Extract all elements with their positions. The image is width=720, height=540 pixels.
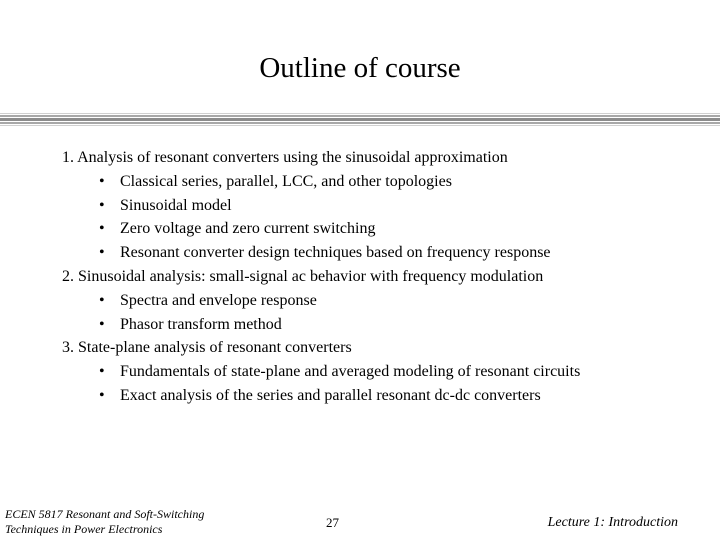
outline-bullet: • Sinusoidal model (62, 194, 702, 218)
bullet-icon: • (99, 244, 105, 262)
outline-bullet: • Resonant converter design techniques based on frequency response (62, 241, 702, 265)
footer-page-number: 27 (326, 515, 339, 530)
outline-section-1: 1. Analysis of resonant converters using the sinusoidal approximation (62, 149, 508, 166)
bullet-icon: • (99, 172, 105, 190)
footer-course-name: ECEN 5817 Resonant and Soft-Switching Techniques in Power Electronics (5, 507, 205, 536)
slide-title: Outline of course (259, 52, 461, 84)
bullet-icon: • (99, 386, 105, 404)
outline-bullet: • Phasor transform method (62, 313, 702, 337)
bullet-icon: • (99, 196, 105, 214)
bullet-icon: • (99, 220, 105, 238)
outline-section-3: 3. State-plane analysis of resonant converters (62, 339, 352, 357)
title-rule-divider (0, 113, 720, 127)
bullet-icon: • (99, 315, 105, 333)
outline-bullet: • Fundamentals of state-plane and averaged modeling of resonant circuits (62, 360, 702, 384)
outline-bullet: • Zero voltage and zero current switching (62, 217, 702, 241)
outline-bullet: • Spectra and envelope response (62, 289, 702, 313)
outline-bullet: • Classical series, parallel, LCC, and other topologies (62, 170, 702, 194)
bullet-icon: • (99, 291, 105, 309)
bullet-icon: • (99, 363, 105, 381)
outline-bullet: • Exact analysis of the series and parallel resonant dc-dc converters (62, 384, 702, 408)
footer-lecture-title: Lecture 1: Introduction (547, 515, 678, 530)
course-outline (62, 146, 702, 408)
outline-section-2: 2. Sinusoidal analysis: small-signal ac behavior with frequency modulation (62, 267, 544, 285)
